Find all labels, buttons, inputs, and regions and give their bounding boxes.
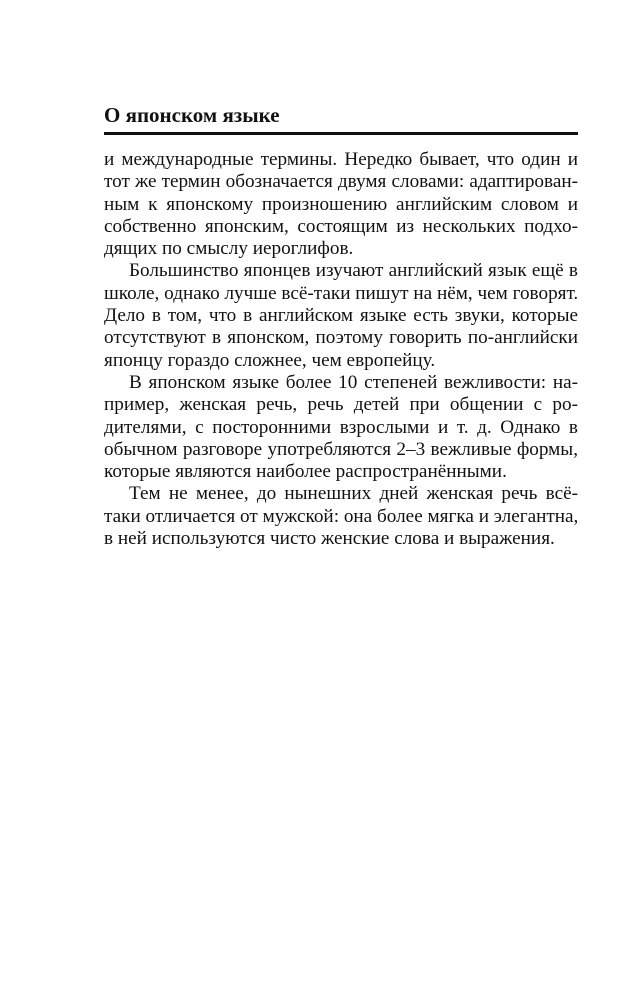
- body-text: [104, 149, 578, 550]
- text-line: Тем не менее, до нынешних дней женская речь всё-: [129, 483, 578, 505]
- paragraph: [104, 149, 578, 260]
- text-line: таки отличается от мужской: она более мягка и элегантна,: [104, 505, 579, 527]
- page-title: О японском языке: [104, 103, 280, 127]
- text-line: школе, однако лучше всё-таки пишут на нём, чем говорят.: [104, 282, 579, 304]
- paragraph: [104, 260, 578, 371]
- running-header: [104, 101, 578, 135]
- text-line: ным к японскому произношению английским словом и: [104, 193, 578, 215]
- text-line: Большинство японцев изучают английский язык ещё в: [129, 260, 578, 282]
- text-line: тот же термин обозначается двумя словами: адаптирован-: [104, 171, 578, 193]
- text-line: которые являются наиболее распространёнными.: [104, 461, 507, 483]
- paragraph: [104, 483, 578, 550]
- text-line: Дело в том, что в английском языке есть звуки, которые: [104, 305, 578, 327]
- text-line: дящих по смыслу иероглифов.: [104, 238, 354, 260]
- text-line: В японском языке более 10 степеней вежливости: на-: [129, 371, 578, 393]
- text-line: и международные термины. Нередко бывает, что один и: [104, 149, 578, 170]
- text-line: собственно японским, состоящим из нескольких подхо-: [104, 215, 578, 237]
- text-line: пример, женская речь, речь детей при общении с ро-: [104, 394, 578, 416]
- text-line: дителями, с посторонними взрослыми и т. д. Однако в: [104, 416, 578, 438]
- text-line: японцу гораздо сложнее, чем европейцу.: [104, 349, 436, 371]
- text-line: отсутствуют в японском, поэтому говорить по-английски: [104, 327, 578, 349]
- paragraph: [104, 372, 578, 483]
- text-line: в ней используются чисто женские слова и выражения.: [104, 528, 555, 550]
- text-line: обычном разговоре употребляются 2–3 вежливые формы,: [104, 438, 578, 460]
